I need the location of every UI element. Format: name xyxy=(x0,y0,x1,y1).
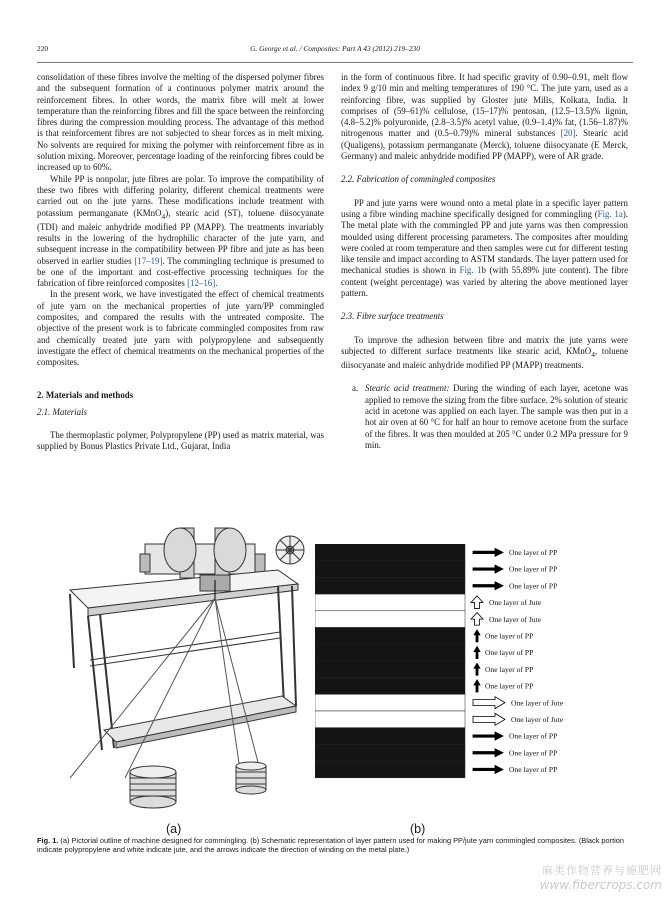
winding-direction-arrow xyxy=(474,647,480,659)
list-item-title: Stearic acid treatment: xyxy=(365,383,450,394)
list-item xyxy=(341,383,628,451)
pp-layer-bar xyxy=(315,577,465,594)
paragraph: While PP is nonpolar, jute fibres are polar. To improve the compatibility of these two fibres with differing polarity, different chemical treatments were carried out on the jute yarns. These modifications include treatment with potassium permanganate (KMnO$_4$), stearic acid (ST), toluene diisocyanate (TDI) and maleic anhydride modified PP (MAPP). The treatments invariably results in the lowering of the hydrophilic character of the jute yarn, and subsequent increase in the compatibility between PP fibre and jute as has been observed in earlier studies [17–19]. The commingling technique is presumed to be one of the important and cost-effective processing techniques for the fabrication of fibre reinforced composites [12–16]. xyxy=(37,173,324,289)
winding-direction-arrow xyxy=(473,732,503,740)
reference-link[interactable]: [20] xyxy=(560,128,576,139)
page-number: 220 xyxy=(37,44,49,53)
pp-layer-bar xyxy=(315,561,465,578)
paragraph: PP and jute yarns were wound onto a metal plate in a specific layer pattern using a fibre winding machine specifically designed for commingling (Fig. 1a). The metal plate with the commingled PP and jute yarns was then compression moulded using different processing parameters. The composites after moulding were cooled at room temperature and then samples were cut for different testing like tensile and impact according to ASTM standards. The layer pattern used for mechanical studies is shown in Fig. 1b (with 55.89% jute content). The fibre content (weight percentage) was varied by altering the above mentioned layer pattern. xyxy=(341,197,629,299)
pp-layer-bar xyxy=(315,544,465,561)
winding-direction-arrow xyxy=(473,765,503,773)
layer-label: One layer of PP xyxy=(509,564,558,574)
layer-label: One layer of PP xyxy=(485,664,534,674)
header-rule xyxy=(37,62,633,63)
layer-label: One layer of Jute xyxy=(511,714,564,724)
subsection-heading: 2.3. Fibre surface treatments xyxy=(341,311,444,322)
caption-label: Fig. 1. xyxy=(37,836,59,845)
winding-machine-illustration xyxy=(30,520,320,810)
winding-direction-arrow xyxy=(471,613,483,626)
winding-direction-arrow xyxy=(473,697,505,709)
figure-label-a: (a) xyxy=(166,822,182,836)
running-title: G. George et al. / Composites: Part A 43 (2012) 219–230 xyxy=(250,44,420,53)
jute-layer-bar xyxy=(315,694,465,711)
layer-label: One layer of PP xyxy=(485,631,534,641)
winding-direction-arrow xyxy=(474,630,480,642)
pp-layer-bar xyxy=(315,728,465,745)
section-heading: 2. Materials and methods xyxy=(37,389,134,400)
winding-direction-arrow xyxy=(473,565,503,573)
figure-label-b: (b) xyxy=(410,822,426,836)
list-label: a. xyxy=(352,383,359,394)
layer-label: One layer of PP xyxy=(509,547,558,557)
paragraph: To improve the adhesion between fibre and matrix the jute yarns were subjected to different surface treatments like stearic acid, KMnO$_4$, toluene diisocyanate and maleic anhydride modified PP (MAPP) treatments. xyxy=(341,334,629,371)
winding-direction-arrow xyxy=(473,749,503,757)
watermark xyxy=(540,862,662,892)
yarn-spool-left xyxy=(130,766,176,808)
layer-label: One layer of Jute xyxy=(511,698,564,708)
figure-link[interactable]: Fig. 1a xyxy=(597,208,623,219)
paragraph: consolidation of these fibres involve the melting of the dispersed polymer fibres and the subsequent formation of a continuous polymer matrix around the reinforcement fibres. In other words, the matrix fibre will melt at lower temperature than the reinforcing fibres and fill the space between the reinforcing fibres during the compression moulding process. The advantage of this method is that reinforcement fibres are not subjected to shear forces as in melt mixing. No solvents are required for mixing the polymer with reinforcement fibre as in solution mixing. Moreover, percentage loading of the reinforcing fibres could be increased up to 60%. xyxy=(37,72,324,173)
yarn-spool-right xyxy=(236,762,266,794)
jute-layer-bar xyxy=(315,611,465,628)
paragraph: in the form of continuous fibre. It had specific gravity of 0.90–0.91, melt flow index 9 g/10 min and melting temperatures of 190 °C. The jute yarn, used as a reinforcing fibre, was supplied by Gloster jute Mills, Kolkata, India. It comprises of (59–61)% cellulose, (15–17)% pentosan, (12.5–13.5)% lignin, (4.8–5.2)% polyuronide, (2.8–3.5)% acetyl value, (0.9–1.4)% fat, (1.56–1.87)% nitrogenous matter and (0.5–0.79)% mineral substances [20]. Stearic acid (Qualigens), potassium permanganate (Merck), toluene diisocyanate (E Merck, Germany) and maleic anhydride modified PP (MAPP), were of AR grade. xyxy=(341,72,628,162)
layer-label: One layer of PP xyxy=(485,648,534,658)
pp-layer-bar xyxy=(315,644,465,661)
subsection-heading: 2.1. Materials xyxy=(37,406,88,417)
figure-caption xyxy=(37,836,635,855)
layer-label: One layer of Jute xyxy=(489,614,542,624)
right-column xyxy=(341,72,628,451)
layer-label: One layer of PP xyxy=(509,765,558,775)
layer-label: One layer of PP xyxy=(509,748,558,758)
left-column xyxy=(37,72,324,453)
layer-label: One layer of Jute xyxy=(489,598,542,608)
layer-label: One layer of PP xyxy=(509,731,558,741)
reference-link[interactable]: [17–19] xyxy=(134,255,163,266)
figure-link[interactable]: Fig. 1 xyxy=(459,265,482,276)
pp-layer-bar xyxy=(315,628,465,645)
winding-direction-arrow xyxy=(473,582,503,590)
reference-link[interactable]: [12–16] xyxy=(187,278,216,289)
layer-label: One layer of PP xyxy=(485,681,534,691)
figure-1 xyxy=(30,520,642,840)
pp-layer-bar xyxy=(315,678,465,695)
pp-layer-bar xyxy=(315,661,465,678)
caption-text: (a) Pictorial outline of machine designed for commingling. (b) Schematic representation of layer pattern used for making PP/jute yarn commingled composites. (Black portion indicate polypropylene and white indicate jute, and the arrows indicate the direction of winding on the metal plate.) xyxy=(37,836,625,855)
layer-label: One layer of PP xyxy=(509,581,558,591)
jute-layer-bar xyxy=(315,594,465,611)
winding-direction-arrow xyxy=(473,713,505,725)
paragraph: In the present work, we have investigated the effect of chemical treatments of jute yarn on the mechanical properties of jute yarn/PP commingled composites, and compared the results with the untreated composite. The objective of the present work is to fabricate commingled composites from raw and chemically treated jute yarn with polypropylene and subsequently investigate the effect of chemical treatments on the mechanical properties of the composites. xyxy=(37,289,324,368)
subsection-heading: 2.2. Fabrication of commingled composites xyxy=(341,174,496,185)
winding-direction-arrow xyxy=(471,596,483,609)
watermark-line-1: 麻类作物营养与施肥网 xyxy=(542,864,662,877)
layer-pattern-diagram xyxy=(315,544,645,834)
list-item-text: During the winding of each layer, acetone was applied to remove the sizing from the fibre surface. 2% solution of stearic acid in acetone was applied on each layer. The sample was then put in a hot air oven at 60 °C for half an hour to remove acetone from the surface of the fibres. It was then moulded at 205 °C under 0.2 MPa pressure for 9 min. xyxy=(365,383,628,450)
pp-layer-bar xyxy=(315,761,465,778)
winding-direction-arrow xyxy=(473,548,503,556)
watermark-line-2: www.fibercrops.com xyxy=(539,878,662,892)
pp-layer-bar xyxy=(315,744,465,761)
jute-layer-bar xyxy=(315,711,465,728)
winding-direction-arrow xyxy=(474,663,480,675)
winding-direction-arrow xyxy=(474,680,480,692)
paragraph: The thermoplastic polymer, Polypropylene (PP) used as matrix material, was supplied by Bonus Plastics Private Ltd., Gujarat, India xyxy=(37,430,324,452)
